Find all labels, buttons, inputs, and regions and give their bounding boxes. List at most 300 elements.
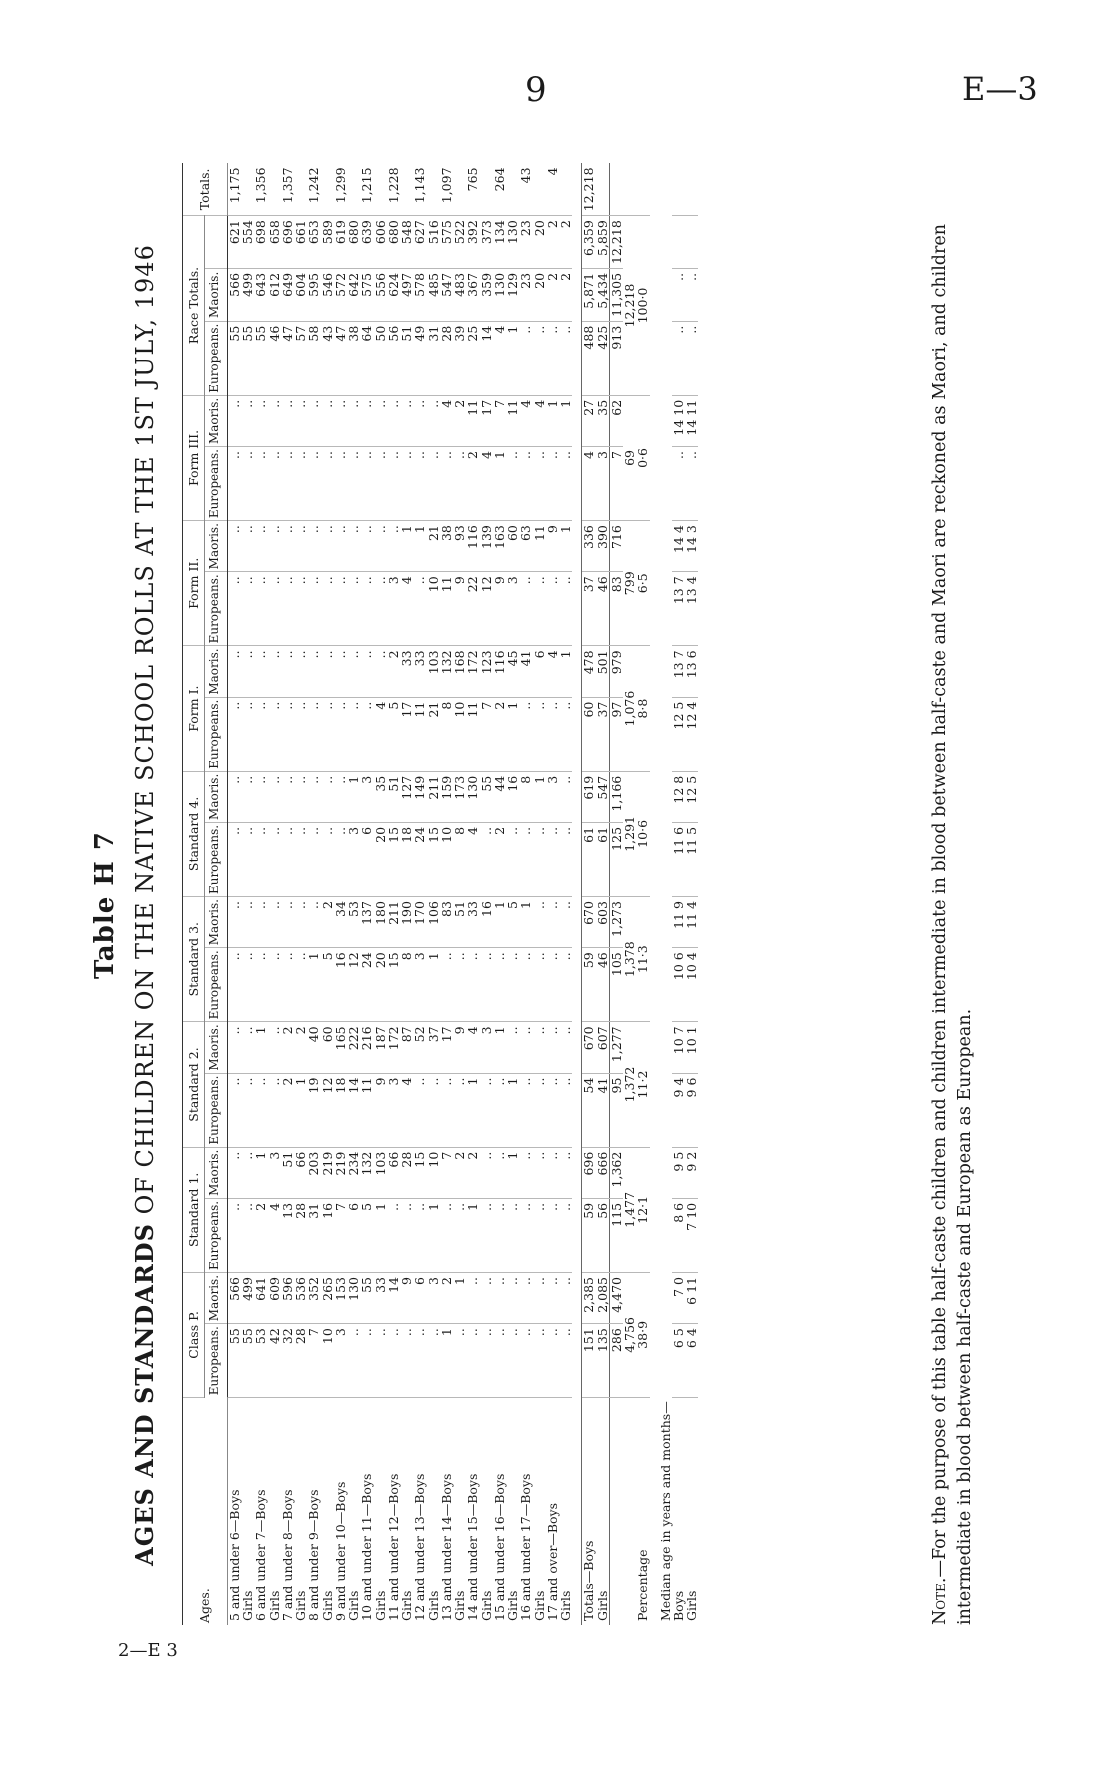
age-label: Girls bbox=[478, 1590, 494, 1621]
table-cell: .. bbox=[321, 572, 334, 646]
table-cell: 641 bbox=[254, 1272, 267, 1323]
table-row bbox=[400, 163, 413, 1625]
table-cell: .. bbox=[307, 395, 320, 446]
combined-cell: 716 bbox=[609, 521, 623, 572]
table-cell: 9 bbox=[493, 572, 506, 646]
table-cell: 595 bbox=[307, 268, 320, 321]
table-cell: .. bbox=[519, 697, 532, 771]
table-cell: 1 bbox=[427, 948, 440, 1022]
table-cell: .. bbox=[227, 395, 241, 446]
table-cell: 21 bbox=[427, 697, 440, 771]
table-cell: 16 bbox=[321, 1198, 334, 1272]
table-cell: 2 bbox=[281, 1022, 294, 1073]
table-row bbox=[559, 163, 572, 1625]
median-cell: .. bbox=[685, 447, 698, 521]
row-total: 1,356 bbox=[254, 163, 267, 215]
table-cell: .. bbox=[334, 447, 347, 521]
table-heading bbox=[130, 155, 159, 1655]
table-cell: .. bbox=[506, 822, 519, 896]
table-cell: .. bbox=[374, 395, 387, 446]
median-cell: 6 11 bbox=[685, 1272, 698, 1323]
table-cell: 653 bbox=[307, 216, 320, 269]
median-cell: 12 4 bbox=[685, 697, 698, 771]
table-row bbox=[241, 163, 254, 1625]
table-cell: .. bbox=[241, 1198, 254, 1272]
table-cell: .. bbox=[533, 1324, 546, 1398]
sub-header: Europeans. bbox=[205, 1324, 228, 1398]
totals-cell: 56 bbox=[596, 1198, 610, 1272]
table-cell: .. bbox=[254, 572, 267, 646]
table-cell: .. bbox=[559, 897, 572, 948]
table-cell: 373 bbox=[480, 216, 493, 269]
table-cell: .. bbox=[227, 572, 241, 646]
row-total: 1,143 bbox=[413, 163, 426, 215]
table-cell: 575 bbox=[360, 268, 373, 321]
totals-cell: 670 bbox=[582, 1022, 596, 1073]
table-cell: 168 bbox=[453, 646, 466, 697]
table-cell: .. bbox=[387, 1324, 400, 1398]
table-cell: .. bbox=[268, 646, 281, 697]
table-cell: .. bbox=[360, 572, 373, 646]
table-cell: 103 bbox=[427, 646, 440, 697]
totals-cell: 3 bbox=[596, 447, 610, 521]
table-cell: 234 bbox=[347, 1147, 360, 1198]
row-total: 1,242 bbox=[307, 163, 320, 215]
group-header: Form I. bbox=[183, 646, 205, 771]
table-cell: .. bbox=[466, 1272, 479, 1323]
table-cell: .. bbox=[294, 572, 307, 646]
median-cell: 9 4 bbox=[672, 1073, 685, 1147]
grand-cell: 1,378 bbox=[623, 897, 636, 1022]
table-cell: 93 bbox=[453, 521, 466, 572]
table-cell: 9 bbox=[453, 1022, 466, 1073]
table-cell: 9 bbox=[374, 1073, 387, 1147]
table-cell: 1 bbox=[400, 521, 413, 572]
table-cell: 589 bbox=[321, 216, 334, 269]
table-cell: .. bbox=[347, 521, 360, 572]
table-cell: .. bbox=[374, 1324, 387, 1398]
combined-cell: 286 bbox=[609, 1324, 623, 1398]
table-cell: .. bbox=[307, 697, 320, 771]
table-cell: 10 bbox=[427, 572, 440, 646]
row-total: 1,175 bbox=[227, 163, 241, 215]
table-cell: 485 bbox=[427, 268, 440, 321]
totals-cell: 5,859 bbox=[596, 216, 610, 269]
table-cell: .. bbox=[493, 1147, 506, 1198]
table-cell: 163 bbox=[493, 521, 506, 572]
table-cell: .. bbox=[241, 1022, 254, 1073]
table-cell: .. bbox=[241, 697, 254, 771]
table-cell: 1 bbox=[294, 1073, 307, 1147]
table-cell: .. bbox=[466, 1324, 479, 1398]
median-blank bbox=[672, 163, 685, 215]
row-total bbox=[400, 163, 413, 215]
table-cell: .. bbox=[241, 572, 254, 646]
table-cell: 2 bbox=[254, 1198, 267, 1272]
table-cell: 8 bbox=[400, 948, 413, 1022]
table-cell: .. bbox=[559, 321, 572, 395]
table-cell: 149 bbox=[413, 771, 426, 822]
grand-cell: 1,372 bbox=[623, 1022, 636, 1147]
table-cell: 28 bbox=[294, 1198, 307, 1272]
group-header: Race Totals. bbox=[183, 216, 205, 396]
table-cell: 483 bbox=[453, 268, 466, 321]
table-cell: 127 bbox=[400, 771, 413, 822]
table-cell: .. bbox=[321, 395, 334, 446]
row-total bbox=[347, 163, 360, 215]
table-cell: 4 bbox=[519, 395, 532, 446]
table-cell: .. bbox=[427, 1324, 440, 1398]
table-cell: 499 bbox=[241, 268, 254, 321]
row-total bbox=[268, 163, 281, 215]
table-cell: 522 bbox=[453, 216, 466, 269]
table-cell: .. bbox=[347, 447, 360, 521]
table-cell: .. bbox=[281, 646, 294, 697]
table-cell: 11 bbox=[360, 1073, 373, 1147]
table-cell: 20 bbox=[533, 216, 546, 269]
totals-cell: 478 bbox=[582, 646, 596, 697]
totals-row bbox=[596, 163, 610, 1625]
table-cell: 60 bbox=[321, 1022, 334, 1073]
combined-cell: 115 bbox=[609, 1198, 623, 1272]
percentage-blank bbox=[636, 163, 649, 215]
table-cell: 130 bbox=[347, 1272, 360, 1323]
median-cell: 6 5 bbox=[672, 1324, 685, 1398]
table-cell: 33 bbox=[466, 897, 479, 948]
table-cell: .. bbox=[559, 948, 572, 1022]
table-cell: 16 bbox=[334, 948, 347, 1022]
table-cell: 7 bbox=[480, 697, 493, 771]
table-cell: .. bbox=[241, 948, 254, 1022]
table-cell: 7 bbox=[307, 1324, 320, 1398]
table-cell: .. bbox=[254, 395, 267, 446]
table-cell: 49 bbox=[413, 321, 426, 395]
row-total: 1,357 bbox=[281, 163, 294, 215]
table-cell: 546 bbox=[321, 268, 334, 321]
totals-cell: 2,085 bbox=[596, 1272, 610, 1323]
sub-header-blank bbox=[205, 216, 228, 269]
table-cell: 575 bbox=[440, 216, 453, 269]
table-cell: 22 bbox=[466, 572, 479, 646]
rotated-table-area bbox=[90, 155, 995, 1655]
table-cell: 609 bbox=[268, 1272, 281, 1323]
table-cell: .. bbox=[493, 1073, 506, 1147]
table-cell: 3 bbox=[347, 822, 360, 896]
table-cell: 219 bbox=[334, 1147, 347, 1198]
table-cell: 87 bbox=[400, 1022, 413, 1073]
table-cell: 31 bbox=[427, 321, 440, 395]
table-cell: .. bbox=[254, 897, 267, 948]
table-cell: 44 bbox=[493, 771, 506, 822]
table-cell: .. bbox=[493, 948, 506, 1022]
totals-cell: 4 bbox=[582, 447, 596, 521]
table-cell: 1 bbox=[466, 1198, 479, 1272]
table-cell: 2 bbox=[440, 1272, 453, 1323]
totals-cell: 488 bbox=[582, 321, 596, 395]
table-cell: .. bbox=[307, 521, 320, 572]
table-cell: .. bbox=[400, 447, 413, 521]
table-cell: 9 bbox=[546, 521, 559, 572]
table-cell: 1 bbox=[254, 1022, 267, 1073]
totals-cell: 670 bbox=[582, 897, 596, 948]
table-cell: 5 bbox=[360, 1198, 373, 1272]
table-cell: 4 bbox=[493, 321, 506, 395]
table-cell: 25 bbox=[466, 321, 479, 395]
table-cell: 1 bbox=[440, 1324, 453, 1398]
median-cell bbox=[685, 216, 698, 269]
table-cell: 57 bbox=[294, 321, 307, 395]
table-cell: 4 bbox=[440, 395, 453, 446]
table-cell: .. bbox=[519, 321, 532, 395]
table-cell: 55 bbox=[227, 1324, 241, 1398]
table-cell: .. bbox=[268, 395, 281, 446]
table-cell: 8 bbox=[519, 771, 532, 822]
heading-bold: AGES AND STANDARDS bbox=[130, 1223, 159, 1566]
table-cell: 4 bbox=[268, 1198, 281, 1272]
table-cell: .. bbox=[254, 948, 267, 1022]
table-cell: 52 bbox=[413, 1022, 426, 1073]
table-cell: 1 bbox=[466, 1073, 479, 1147]
table-cell: 606 bbox=[374, 216, 387, 269]
age-label: 15 and under 16—Boys bbox=[491, 1473, 507, 1621]
table-cell: 18 bbox=[400, 822, 413, 896]
table-cell: .. bbox=[546, 1147, 559, 1198]
table-cell: 12 bbox=[347, 948, 360, 1022]
table-cell: 55 bbox=[241, 321, 254, 395]
median-blank bbox=[685, 163, 698, 215]
median-cell: 11 9 bbox=[672, 897, 685, 948]
table-cell: .. bbox=[453, 948, 466, 1022]
grand-cell: 1,291 bbox=[623, 771, 636, 896]
table-cell: .. bbox=[321, 771, 334, 822]
table-cell: 604 bbox=[294, 268, 307, 321]
spacer-row bbox=[572, 163, 582, 1625]
median-cell: 13 6 bbox=[685, 646, 698, 697]
percentage-cell: 0·6 bbox=[636, 395, 649, 520]
combined-label bbox=[609, 1397, 623, 1625]
table-cell: 51 bbox=[281, 1147, 294, 1198]
median-cell bbox=[672, 216, 685, 269]
table-cell: .. bbox=[559, 1147, 572, 1198]
table-cell: 55 bbox=[254, 321, 267, 395]
table-cell: .. bbox=[254, 521, 267, 572]
median-cell: 11 4 bbox=[685, 897, 698, 948]
table-cell: 106 bbox=[427, 897, 440, 948]
table-row bbox=[268, 163, 281, 1625]
table-cell: 55 bbox=[227, 321, 241, 395]
table-cell: 1 bbox=[506, 697, 519, 771]
table-cell: .. bbox=[360, 395, 373, 446]
sub-header: Maoris. bbox=[205, 268, 228, 321]
table-row bbox=[440, 163, 453, 1625]
table-cell: 2 bbox=[453, 395, 466, 446]
table-cell: .. bbox=[533, 1147, 546, 1198]
median-cell: 11 5 bbox=[685, 822, 698, 896]
group-header: Standard 1. bbox=[183, 1147, 205, 1272]
totals-cell: 59 bbox=[582, 948, 596, 1022]
table-cell: .. bbox=[480, 1073, 493, 1147]
table-cell: .. bbox=[453, 1073, 466, 1147]
table-cell: 4 bbox=[400, 1073, 413, 1147]
table-cell: 2 bbox=[466, 1147, 479, 1198]
totals-cell: 35 bbox=[596, 395, 610, 446]
table-cell: 4 bbox=[533, 395, 546, 446]
table-cell: 10 bbox=[440, 822, 453, 896]
table-cell: .. bbox=[268, 1073, 281, 1147]
table-cell: .. bbox=[321, 822, 334, 896]
table-row bbox=[466, 163, 479, 1625]
table-cell: 10 bbox=[321, 1324, 334, 1398]
totals-cell: 6,359 bbox=[582, 216, 596, 269]
totals-cell: 5,434 bbox=[596, 268, 610, 321]
sub-header: Europeans. bbox=[205, 447, 228, 521]
table-cell: 2 bbox=[559, 268, 572, 321]
group-header: Standard 4. bbox=[183, 771, 205, 896]
table-cell: 2 bbox=[546, 216, 559, 269]
table-cell: 642 bbox=[347, 268, 360, 321]
table-cell: .. bbox=[360, 447, 373, 521]
median-row bbox=[685, 163, 698, 1625]
table-cell: .. bbox=[533, 697, 546, 771]
table-cell: 56 bbox=[387, 321, 400, 395]
table-cell: .. bbox=[374, 521, 387, 572]
sub-header: Maoris. bbox=[205, 897, 228, 948]
median-cell: 11 6 bbox=[672, 822, 685, 896]
median-cell: 14 10 bbox=[672, 395, 685, 446]
median-label-row bbox=[659, 163, 672, 1625]
table-cell: 572 bbox=[334, 268, 347, 321]
table-cell: 3 bbox=[268, 1147, 281, 1198]
combined-blank bbox=[609, 163, 623, 215]
percentage-cell: 8·8 bbox=[636, 646, 649, 771]
median-cell: 9 2 bbox=[685, 1147, 698, 1198]
table-cell: 66 bbox=[294, 1147, 307, 1198]
table-cell: .. bbox=[480, 948, 493, 1022]
table-cell: .. bbox=[506, 1198, 519, 1272]
table-cell: 39 bbox=[453, 321, 466, 395]
table-cell: .. bbox=[559, 822, 572, 896]
table-cell: 1 bbox=[493, 1022, 506, 1073]
table-cell: .. bbox=[281, 822, 294, 896]
age-label: Girls bbox=[372, 1590, 388, 1621]
table-cell: 2 bbox=[281, 1073, 294, 1147]
combined-cell: 913 bbox=[609, 321, 623, 395]
median-cell: 9 6 bbox=[685, 1073, 698, 1147]
table-cell: 216 bbox=[360, 1022, 373, 1073]
table-cell: .. bbox=[413, 1073, 426, 1147]
table-cell: 134 bbox=[493, 216, 506, 269]
table-cell: .. bbox=[227, 1147, 241, 1198]
table-cell: .. bbox=[227, 948, 241, 1022]
table-row bbox=[493, 163, 506, 1625]
table-cell: 20 bbox=[533, 268, 546, 321]
table-cell: 536 bbox=[294, 1272, 307, 1323]
table-cell: .. bbox=[281, 948, 294, 1022]
grand-total: 12,218 bbox=[582, 163, 596, 215]
table-cell: .. bbox=[533, 822, 546, 896]
table-cell: .. bbox=[241, 521, 254, 572]
table-cell: 55 bbox=[480, 771, 493, 822]
table-cell: 639 bbox=[360, 216, 373, 269]
table-cell: 15 bbox=[387, 948, 400, 1022]
table-cell: .. bbox=[227, 697, 241, 771]
table-cell: .. bbox=[307, 646, 320, 697]
row-total bbox=[453, 163, 466, 215]
table-cell: .. bbox=[559, 1073, 572, 1147]
table-cell: .. bbox=[241, 646, 254, 697]
table-cell: .. bbox=[546, 1324, 559, 1398]
table-cell: 211 bbox=[387, 897, 400, 948]
table-cell: 43 bbox=[321, 321, 334, 395]
table-cell: 116 bbox=[493, 646, 506, 697]
table-cell: .. bbox=[307, 572, 320, 646]
table-cell: 32 bbox=[281, 1324, 294, 1398]
table-cell: 8 bbox=[440, 697, 453, 771]
table-cell: .. bbox=[559, 1198, 572, 1272]
table-cell: .. bbox=[281, 447, 294, 521]
table-cell: .. bbox=[533, 1198, 546, 1272]
sub-header: Europeans. bbox=[205, 321, 228, 395]
table-cell: 6 bbox=[533, 646, 546, 697]
table-cell: .. bbox=[268, 1022, 281, 1073]
table-cell: 15 bbox=[427, 822, 440, 896]
median-cell: .. bbox=[672, 321, 685, 395]
table-row bbox=[321, 163, 334, 1625]
table-cell: .. bbox=[493, 1272, 506, 1323]
median-cell: .. bbox=[685, 268, 698, 321]
combined-cell: 4,470 bbox=[609, 1272, 623, 1323]
table-cell: 3 bbox=[334, 1324, 347, 1398]
row-total: 765 bbox=[466, 163, 479, 215]
table-cell: 4 bbox=[374, 697, 387, 771]
median-cell: 12 5 bbox=[672, 697, 685, 771]
table-cell: .. bbox=[533, 447, 546, 521]
table-cell: 18 bbox=[334, 1073, 347, 1147]
table-cell: 1 bbox=[453, 1272, 466, 1323]
row-total bbox=[374, 163, 387, 215]
percentage-row bbox=[636, 163, 649, 1625]
table-cell: .. bbox=[321, 447, 334, 521]
table-cell: 23 bbox=[519, 268, 532, 321]
table-cell: .. bbox=[519, 1324, 532, 1398]
table-cell: 6 bbox=[413, 1272, 426, 1323]
age-label: 8 and under 9—Boys bbox=[306, 1489, 322, 1621]
table-cell: .. bbox=[453, 447, 466, 521]
table-cell: .. bbox=[453, 1324, 466, 1398]
table-cell: 51 bbox=[400, 321, 413, 395]
table-cell: .. bbox=[559, 697, 572, 771]
table-cell: .. bbox=[268, 697, 281, 771]
age-label: Girls bbox=[346, 1590, 362, 1621]
median-cell: .. bbox=[672, 447, 685, 521]
row-total bbox=[427, 163, 440, 215]
totals-cell: 390 bbox=[596, 521, 610, 572]
grand-cell: 799 bbox=[623, 521, 636, 646]
totals-cell: 61 bbox=[582, 822, 596, 896]
table-cell: 38 bbox=[347, 321, 360, 395]
table-cell: .. bbox=[347, 395, 360, 446]
table-cell: 42 bbox=[268, 1324, 281, 1398]
totals-cell: 501 bbox=[596, 646, 610, 697]
table-cell: 35 bbox=[374, 771, 387, 822]
percentage-cell: 10·6 bbox=[636, 771, 649, 896]
table-cell: 132 bbox=[360, 1147, 373, 1198]
table-cell: .. bbox=[506, 1324, 519, 1398]
table-cell: 1 bbox=[493, 447, 506, 521]
series-code: E—3 bbox=[962, 70, 1038, 108]
table-cell: 1 bbox=[493, 897, 506, 948]
table-cell: 190 bbox=[400, 897, 413, 948]
